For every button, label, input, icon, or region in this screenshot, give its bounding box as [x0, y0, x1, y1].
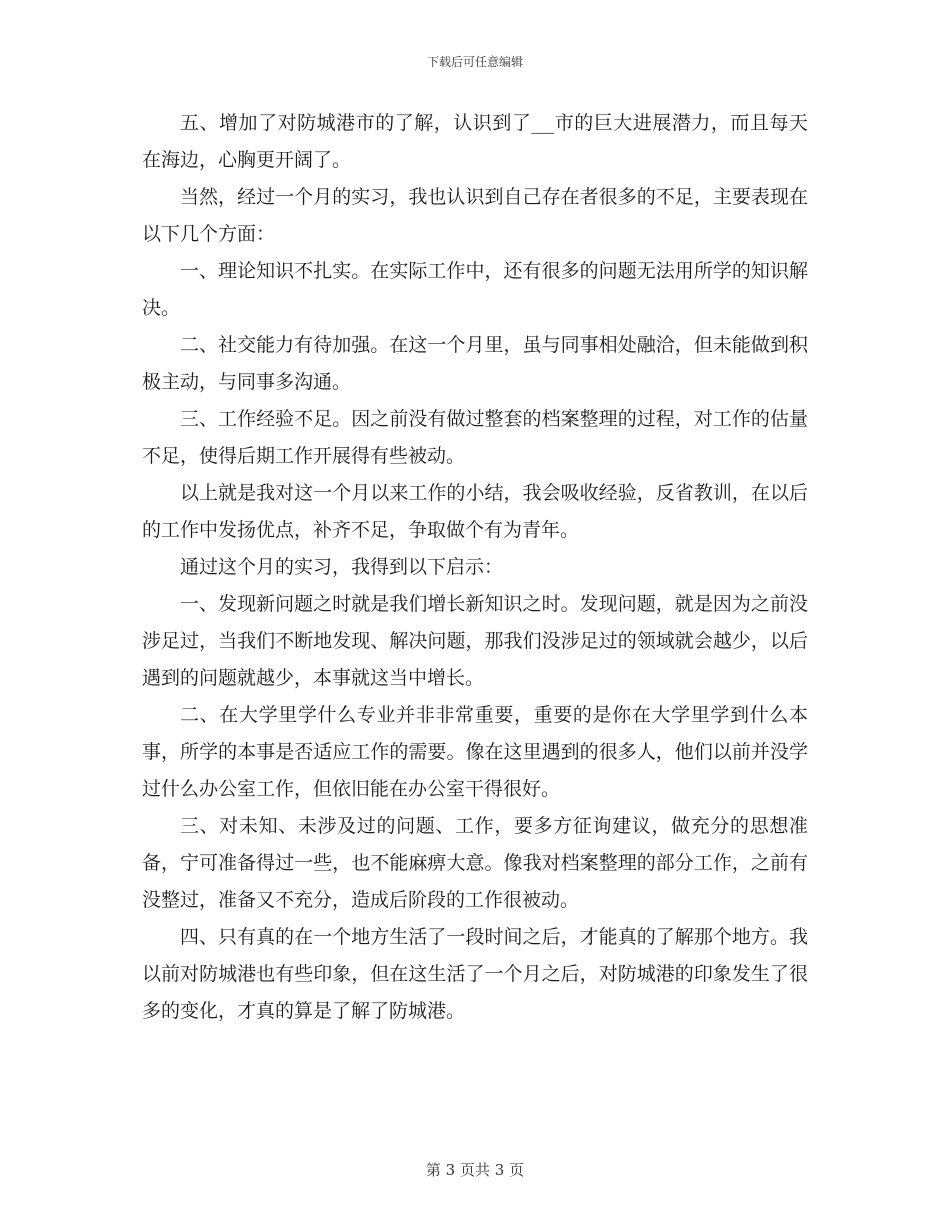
- paragraph-insight-one: 一、发现新问题之时就是我们增长新知识之时。发现问题，就是因为之前没涉足过，当我们不断地发现、解决问题，那我们没涉足过的领域就会越少，以后遇到的问题就越少，本事就这当中增长。: [142, 593, 808, 689]
- paragraph-insights-intro: 通过这个月的实习，我得到以下启示：: [180, 556, 504, 578]
- paragraph-insight-three: 三、对未知、未涉及过的问题、工作，要多方征询建议，做充分的思想准备，宁可准备得过一些，也不能麻痹大意。像我对档案整理的部分工作，之前有没整过，准备又不充分，造成后阶段的工作很被动。: [142, 815, 808, 911]
- paragraph-shortcomings-intro: 当然，经过一个月的实习，我也认识到自己存在者很多的不足，主要表现在以下几个方面：: [142, 186, 808, 245]
- page-number: 第 3 页共 3 页: [425, 1161, 525, 1179]
- page-header: 下载后可任意编辑: [426, 55, 523, 69]
- paragraph-insight-four: 四、只有真的在一个地方生活了一段时间之后，才能真的了解那个地方。我以前对防城港也有些印象，但在这生活了一个月之后，对防城港的印象发生了很多的变化，才真的算是了解了防城港。: [142, 926, 808, 1022]
- paragraph-shortcoming-social: 二、社交能力有待加强。在这一个月里，虽与同事相处融洽，但未能做到积极主动，与同事多沟通。: [142, 334, 808, 393]
- paragraph-summary: 以上就是我对这一个月以来工作的小结，我会吸收经验，反省教训，在以后的工作中发扬优点，补齐不足，争取做个有为青年。: [142, 482, 808, 541]
- paragraph-insight-two: 二、在大学里学什么专业并非非常重要，重要的是你在大学里学到什么本事，所学的本事是否适应工作的需要。像在这里遇到的很多人，他们以前并没学过什么办公室工作，但依旧能在办公室干得很好。: [142, 704, 808, 800]
- paragraph-shortcoming-theory: 一、理论知识不扎实。在实际工作中，还有很多的问题无法用所学的知识解决。: [142, 260, 808, 319]
- paragraph-conclusion-five: 五、增加了对防城港市的了解，认识到了__市的巨大进展潜力，而且每天在海边，心胸更开阔了。: [142, 112, 808, 171]
- paragraph-shortcoming-experience: 三、工作经验不足。因之前没有做过整套的档案整理的过程，对工作的估量不足，使得后期工作开展得有些被动。: [142, 408, 808, 467]
- document-body: [142, 105, 808, 1030]
